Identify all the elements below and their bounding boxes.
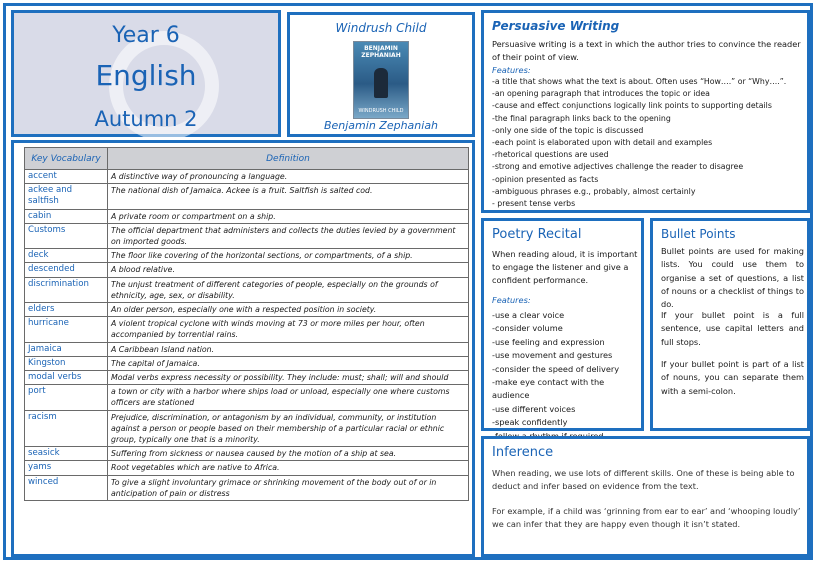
vocab-word: Jamaica xyxy=(25,342,108,356)
vocab-definition: Root vegetables which are native to Africa. xyxy=(108,461,469,475)
table-row xyxy=(25,447,469,461)
year-title: Year 6 xyxy=(112,23,180,48)
poetry-features-label: Features: xyxy=(492,295,531,305)
subject-title: English xyxy=(95,59,197,92)
vocab-definition: Modal verbs express necessity or possibility. They include: must; shall; will and should xyxy=(108,371,469,385)
vocab-definition: A blood relative. xyxy=(108,263,469,277)
vocabulary-panel xyxy=(11,140,475,557)
table-row xyxy=(25,303,469,317)
vocab-word: deck xyxy=(25,249,108,263)
list-item: -cause and effect conjunctions logically link points to supporting details xyxy=(492,101,772,111)
title-panel xyxy=(11,10,281,137)
persuasive-heading: Persuasive Writing xyxy=(492,19,620,33)
vocab-definition: The official department that administers and collects the duties levied by a government on imported goods. xyxy=(108,223,469,248)
vocab-definition: The floor like covering of the horizontal sections, or compartments, of a ship. xyxy=(108,249,469,263)
vocab-definition: An older person, especially one with a respected position in society. xyxy=(108,303,469,317)
poetry-intro: When reading aloud, it is important to engage the listener and give a confident performance. xyxy=(492,249,638,286)
vocab-word: winced xyxy=(25,475,108,500)
vocab-word: racism xyxy=(25,410,108,447)
book-cover-image xyxy=(353,41,409,119)
inference-panel xyxy=(481,436,810,557)
vocab-word: Kingston xyxy=(25,356,108,370)
poetry-recital-panel xyxy=(481,218,644,431)
bullet-points-paragraph-1: Bullet points are used for making lists. You could use them to organise a set of questions, a list of nouns or a checklist of things to do. xyxy=(661,246,804,310)
table-row xyxy=(25,249,469,263)
inference-paragraph-2: For example, if a child was ‘grinning from ear to ear’ and ‘whooping loudly’ we can infer that they are happy even though it isn’t stated. xyxy=(492,506,801,530)
vocab-word: port xyxy=(25,385,108,410)
vocab-word: yams xyxy=(25,461,108,475)
vocab-definition: Prejudice, discrimination, or antagonism by an individual, community, or institution against a person or people based on their membership of a particular racial or ethnic group, typically one that is a minority. xyxy=(108,410,469,447)
vocab-word: ackee and saltfish xyxy=(25,184,108,209)
bullet-points-panel xyxy=(650,218,810,431)
vocab-definition: A distinctive way of pronouncing a language. xyxy=(108,170,469,184)
list-item: -make eye contact with the audience xyxy=(492,377,605,401)
vocab-definition: A violent tropical cyclone with winds moving at 73 or more miles per hour, often accompanied by torrential rains. xyxy=(108,317,469,342)
header-definition: Definition xyxy=(108,148,469,170)
term-title: Autumn 2 xyxy=(94,107,198,131)
table-row xyxy=(25,277,469,302)
bullet-points-paragraph-3: If your bullet point is part of a list of nouns, you can separate them with a semi-colon. xyxy=(661,359,804,396)
vocab-word: hurricane xyxy=(25,317,108,342)
header-key-vocabulary: Key Vocabulary xyxy=(25,148,108,170)
vocabulary-table xyxy=(24,147,469,501)
table-row xyxy=(25,184,469,209)
vocab-definition: Suffering from sickness or nausea caused by the motion of a ship at sea. xyxy=(108,447,469,461)
table-header-row xyxy=(25,148,469,170)
table-row xyxy=(25,475,469,500)
persuasive-features-label: Features: xyxy=(492,65,531,75)
table-row xyxy=(25,342,469,356)
table-row xyxy=(25,317,469,342)
vocab-word: cabin xyxy=(25,209,108,223)
list-item: -consider volume xyxy=(492,323,563,334)
poetry-heading: Poetry Recital xyxy=(492,227,582,242)
vocab-definition: The national dish of Jamaica. Ackee is a fruit. Saltfish is salted cod. xyxy=(108,184,469,209)
table-row xyxy=(25,223,469,248)
vocab-definition: The capital of Jamaica. xyxy=(108,356,469,370)
list-item: - present tense verbs xyxy=(492,199,576,209)
book-title: Windrush Child xyxy=(335,21,427,35)
table-row xyxy=(25,209,469,223)
vocab-word: Customs xyxy=(25,223,108,248)
book-cover-title: WINDRUSH CHILD xyxy=(358,108,404,114)
inference-paragraph-1: When reading, we use lots of different skills. One of these is being able to deduct and infer based on evidence from the text. xyxy=(492,468,795,492)
table-row xyxy=(25,263,469,277)
vocab-definition: The unjust treatment of different categories of people, especially on the grounds of ethnicity, age, sex, or disability. xyxy=(108,277,469,302)
list-item: -rhetorical questions are used xyxy=(492,150,609,160)
list-item: -each point is elaborated upon with detail and examples xyxy=(492,138,713,148)
table-row xyxy=(25,461,469,475)
bullet-points-heading: Bullet Points xyxy=(661,227,736,241)
list-item: -use feeling and expression xyxy=(492,336,605,347)
list-item: -ambiguous phrases e.g., probably, almost certainly xyxy=(492,186,696,196)
vocab-word: discrimination xyxy=(25,277,108,302)
vocab-definition: a town or city with a harbor where ships load or unload, especially one where customs officers are stationed xyxy=(108,385,469,410)
list-item: -consider the speed of delivery xyxy=(492,363,620,374)
persuasive-features-list xyxy=(492,76,808,210)
book-cover-author: BENJAMIN ZEPHANIAH xyxy=(361,45,401,59)
table-row xyxy=(25,371,469,385)
list-item: -only one side of the topic is discussed xyxy=(492,125,644,135)
table-row xyxy=(25,356,469,370)
list-item: -an opening paragraph that introduces the topic or idea xyxy=(492,89,710,99)
inference-heading: Inference xyxy=(492,445,554,460)
vocab-definition: To give a slight involuntary grimace or shrinking movement of the body out of or in anticipation of pain or distress xyxy=(108,475,469,500)
table-row xyxy=(25,385,469,410)
list-item: -strong and emotive adjectives challenge the reader to disagree xyxy=(492,162,744,172)
vocab-definition: A Caribbean Island nation. xyxy=(108,342,469,356)
vocab-word: accent xyxy=(25,170,108,184)
vocab-definition: A private room or compartment on a ship. xyxy=(108,209,469,223)
table-row xyxy=(25,170,469,184)
figure-icon xyxy=(374,68,388,98)
vocab-word: elders xyxy=(25,303,108,317)
list-item: -opinion presented as facts xyxy=(492,174,599,184)
vocab-word: descended xyxy=(25,263,108,277)
table-row xyxy=(25,410,469,447)
list-item: -the final paragraph links back to the opening xyxy=(492,113,671,123)
list-item: -use different voices xyxy=(492,403,576,414)
list-item: -use movement and gestures xyxy=(492,350,613,361)
vocab-word: modal verbs xyxy=(25,371,108,385)
list-item: -speak confidently xyxy=(492,417,568,428)
persuasive-writing-panel xyxy=(481,10,810,213)
poetry-features-list xyxy=(492,309,641,443)
book-panel xyxy=(287,12,475,137)
list-item: -a title that shows what the text is about. Often uses “How….” or “Why….”. xyxy=(492,77,787,86)
book-author: Benjamin Zephaniah xyxy=(323,119,439,132)
bullet-points-paragraph-2: If your bullet point is a full sentence, use capital letters and full stops. xyxy=(661,310,804,347)
persuasive-intro: Persuasive writing is a text in which the author tries to convince the reader of their point of view. xyxy=(492,39,801,62)
list-item: -use a clear voice xyxy=(492,310,565,320)
vocab-word: seasick xyxy=(25,447,108,461)
